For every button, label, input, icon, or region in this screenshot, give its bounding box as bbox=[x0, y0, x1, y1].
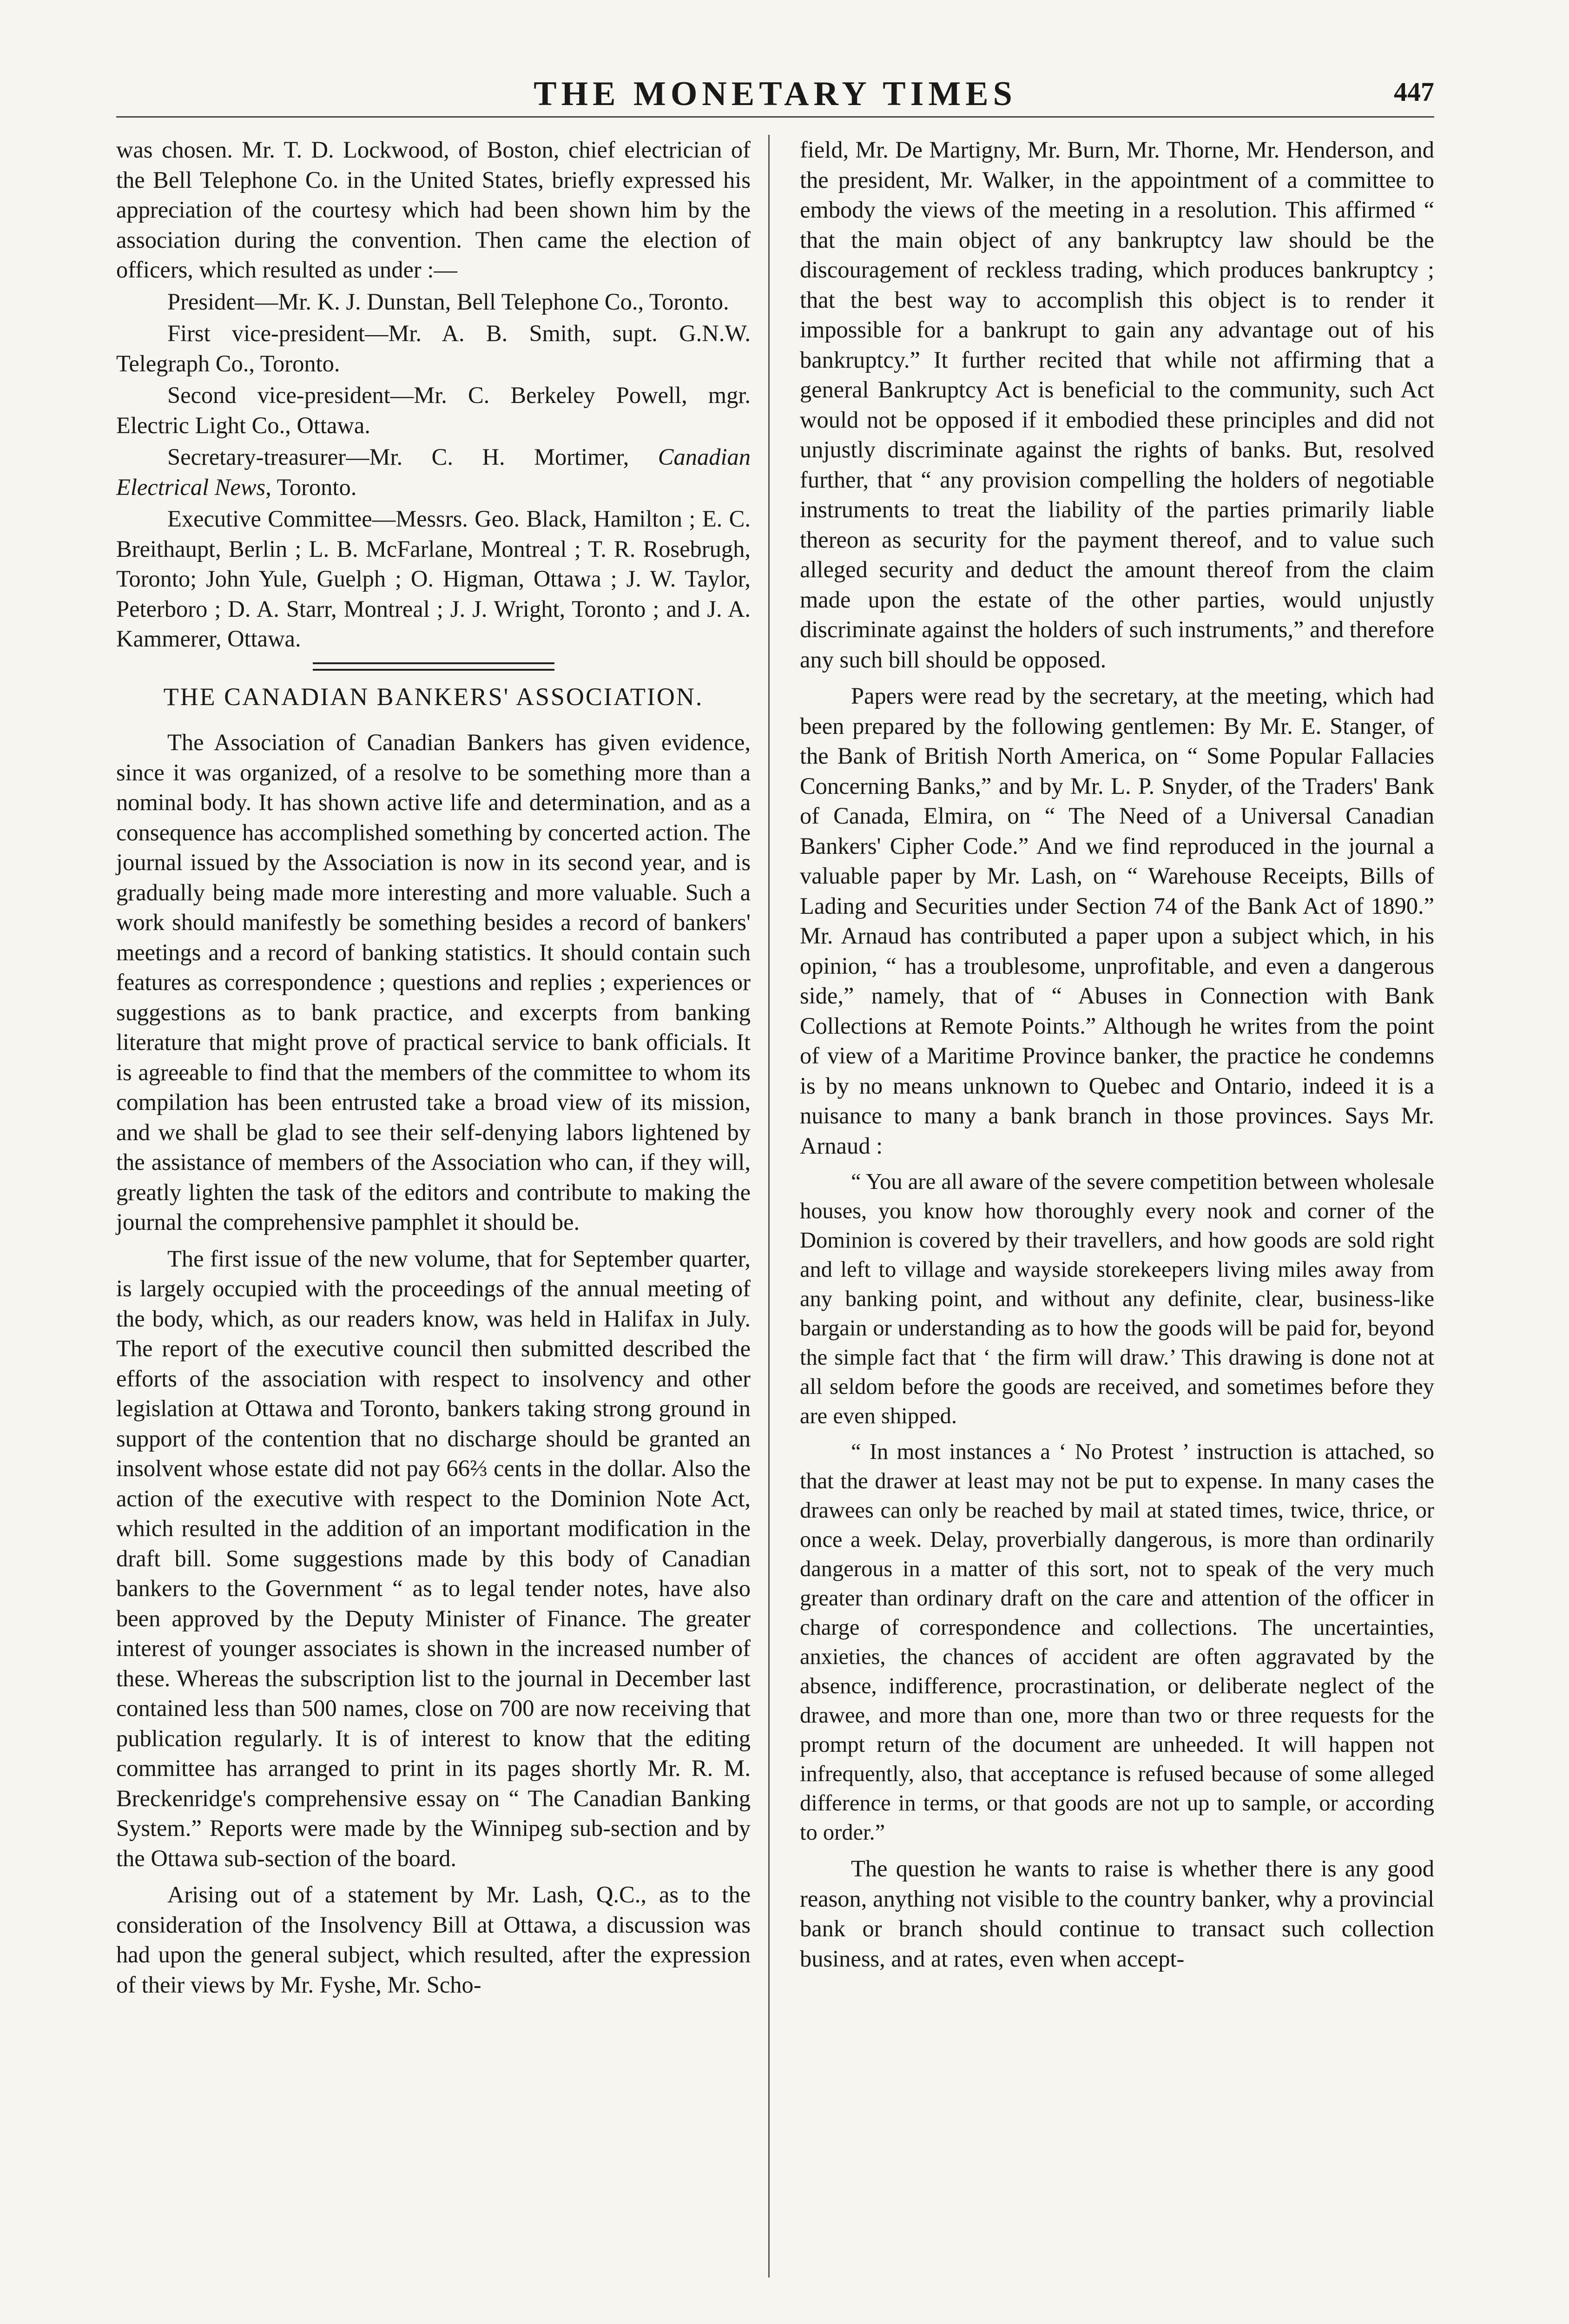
secretary-suffix: , Toronto. bbox=[265, 474, 357, 500]
section-divider bbox=[313, 662, 554, 671]
article-paragraph: Arising out of a statement by Mr. Lash, Q.C., as to the consideration of the Insolvency Bill at Ottawa, a discussion was had upon the general subject, which resulted, after the expression of their views by Mr. Fyshe, Mr. Scho- bbox=[116, 1882, 751, 1998]
right-column bbox=[800, 135, 1434, 1974]
officer-executive-committee: Executive Committee—Messrs. Geo. Black, Hamilton ; E. C. Breithaupt, Berlin ; L. B. McFarlane, Montreal ; T. R. Rosebrugh, Toronto; John Yule, Guelph ; O. Higman, Ottawa ; J. W. Taylor, Peterboro ; D. A. Starr, Montreal ; J. J. Wright, Toronto ; and J. A. Kammerer, Ottawa. bbox=[116, 506, 751, 652]
masthead bbox=[116, 65, 1434, 121]
officer-president: President—Mr. K. J. Dunstan, Bell Telephone Co., Toronto. bbox=[167, 288, 729, 315]
officer-first-vice-president: First vice-president—Mr. A. B. Smith, supt. G.N.W. Telegraph Co., Toronto. bbox=[116, 320, 751, 376]
article-paragraph: field, Mr. De Martigny, Mr. Burn, Mr. Thorne, Mr. Henderson, and the president, Mr. Walker, in the appointment of a committee to embody the views of the meeting in a resolution. This affirmed “ that the main object of any bankruptcy law should be the discouragement of reckless trading, which produces bankruptcy ; that the best way to accomplish this object is to render it impossible for a bankrupt to gain any advantage out of his bankruptcy.” It further recited that while not affirming that a general Bankruptcy Act is beneficial to the community, such Act would not be opposed if it embodied these principles and did not unjustly discriminate against the rights of banks. But, resolved further, that “ any provision compelling the holders of negotiable instruments to treat the liability of the parties primarily liable thereon as security for the payment thereof, and to value such alleged security and deduct the amount thereof from the claim made upon the estate of the other parties, would unjustly discriminate against the holders of such instruments,” and therefore any such bill should be opposed. bbox=[800, 137, 1434, 673]
officer-secretary-treasurer bbox=[116, 442, 751, 502]
quoted-paragraph: “ You are all aware of the severe competition between wholesale houses, you know how thoroughly every nook and corner of the Dominion is covered by their travellers, and how goods are sold right and left to village and wayside storekeepers living miles away from any banking point, and without any definite, clear, business-like bargain or understanding as to how the goods will be paid for, beyond the simple fact that ‘ the firm will draw.’ This drawing is done not at all seldom before the goods are received, and sometimes before they are even shipped. bbox=[800, 1169, 1434, 1428]
secretary-prefix: Secretary-treasurer—Mr. C. H. Mortimer, bbox=[167, 444, 658, 470]
page-number: 447 bbox=[1394, 77, 1434, 107]
section-heading: THE CANADIAN BANKERS' ASSOCIATION. bbox=[163, 682, 704, 711]
article-paragraph: The Association of Canadian Bankers has given evidence, since it was organized, of a resolve to be something more than a nominal body. It has shown active life and determination, and as a consequence has accomplished something by concerted action. The journal issued by the Association is now in its second year, and is gradually being made more interesting and more valuable. Such a work should manifestly be something besides a record of bankers' meetings and a record of banking statistics. It should contain such features as correspondence ; questions and replies ; experiences or suggestions as to bank practice, and excerpts from banking literature that might prove of practical service to bank officials. It is agreeable to find that the members of the committee to whom its compilation has been entrusted take a broad view of its mission, and we shall be glad to see their self-denying labors lightened by the assistance of members of the Association who can, if they will, greatly lighten the task of the editors and contribute to making the journal the comprehensive pamphlet it should be. bbox=[116, 729, 751, 1235]
intro-paragraph: was chosen. Mr. T. D. Lockwood, of Boston, chief electrician of the Bell Telephone Co. in the United States, briefly expressed his appreciation of the courtesy which had been shown him by the association during the convention. Then came the election of officers, which resulted as under :— bbox=[116, 137, 751, 283]
article-paragraph: Papers were read by the secretary, at the meeting, which had been prepared by the following gentlemen: By Mr. E. Stanger, of the Bank of British North America, on “ Some Popular Fallacies Concerning Banks,” and by Mr. L. P. Snyder, of the Traders' Bank of Canada, Elmira, on “ The Need of a Universal Canadian Bankers' Cipher Code.” And we find reproduced in the journal a valuable paper by Mr. Lash, on “ Warehouse Receipts, Bills of Lading and Securities under Section 74 of the Bank Act of 1890.” Mr. Arnaud has contributed a paper upon a subject which, in his opinion, “ has a troublesome, unprofitable, and even a dangerous side,” namely, that of “ Abuses in Connection with Bank Collections at Remote Points.” Although he writes from the point of view of a Maritime Province banker, the practice he condemns is by no means unknown to Quebec and Ontario, indeed it is a nuisance to many a bank branch in those provinces. Says Mr. Arnaud : bbox=[800, 683, 1434, 1159]
article-paragraph: The question he wants to raise is whether there is any good reason, anything not visible to the country banker, why a provincial bank or branch should continue to transact such collection business, and at rates, even when accept- bbox=[800, 1855, 1434, 1972]
publication-title: THE MONETARY TIMES bbox=[534, 75, 1017, 113]
article-columns bbox=[116, 135, 1434, 2305]
officer-second-vice-president: Second vice-president—Mr. C. Berkeley Powell, mgr. Electric Light Co., Ottawa. bbox=[116, 382, 751, 438]
column-divider bbox=[768, 135, 770, 2278]
quoted-paragraph: “ In most instances a ‘ No Protest ’ instruction is attached, so that the drawer at least may not be put to expense. In many cases the drawees can only be reached by mail at stated times, twice, thrice, or once a week. Delay, proverbially dangerous, is more than ordinarily dangerous in a matter of this sort, not to speak of the very much greater than ordinary draft on the care and attention of the officer in charge of correspondence and collections. The uncertainties, anxieties, the chances of accident are often aggravated by the absence, indifference, procrastination, or deliberate neglect of the drawee, and more than one, more than two or three requests for the prompt return of the document are unheeded. It will happen not infrequently, also, that acceptance is refused because of some alleged difference in terms, or that goods are not up to sample, or according to order.” bbox=[800, 1439, 1434, 1845]
article-paragraph: The first issue of the new volume, that for September quarter, is largely occupied with the proceedings of the annual meeting of the body, which, as our readers know, was held in Halifax in July. The report of the executive council then submitted described the efforts of the association with respect to insolvency and other legislation at Ottawa and Toronto, bankers taking strong ground in support of the contention that no discharge should be granted an insolvent whose estate did not pay 66⅔ cents in the dollar. Also the action of the executive with respect to the Dominion Note Act, which resulted in the addition of an important modification in the draft bill. Some suggestions made by this body of Canadian bankers to the Government “ as to legal tender notes, have also been approved by the Deputy Minister of Finance. The greater interest of younger associates is shown in the increased number of these. Whereas the subscription list to the journal in December last contained less than 500 names, close on 700 are now receiving that publication regularly. It is of interest to know that the editing committee has arranged to print in its pages shortly Mr. R. M. Breckenridge's comprehensive essay on “ The Canadian Banking System.” Reports were made by the Winnipeg sub-section and by the Ottawa sub-section of the board. bbox=[116, 1245, 751, 1871]
secretary-journal: Canadian Electrical News bbox=[116, 444, 751, 500]
masthead-rule bbox=[116, 116, 1434, 118]
newspaper-page bbox=[116, 65, 1434, 2305]
left-column bbox=[116, 135, 751, 2000]
